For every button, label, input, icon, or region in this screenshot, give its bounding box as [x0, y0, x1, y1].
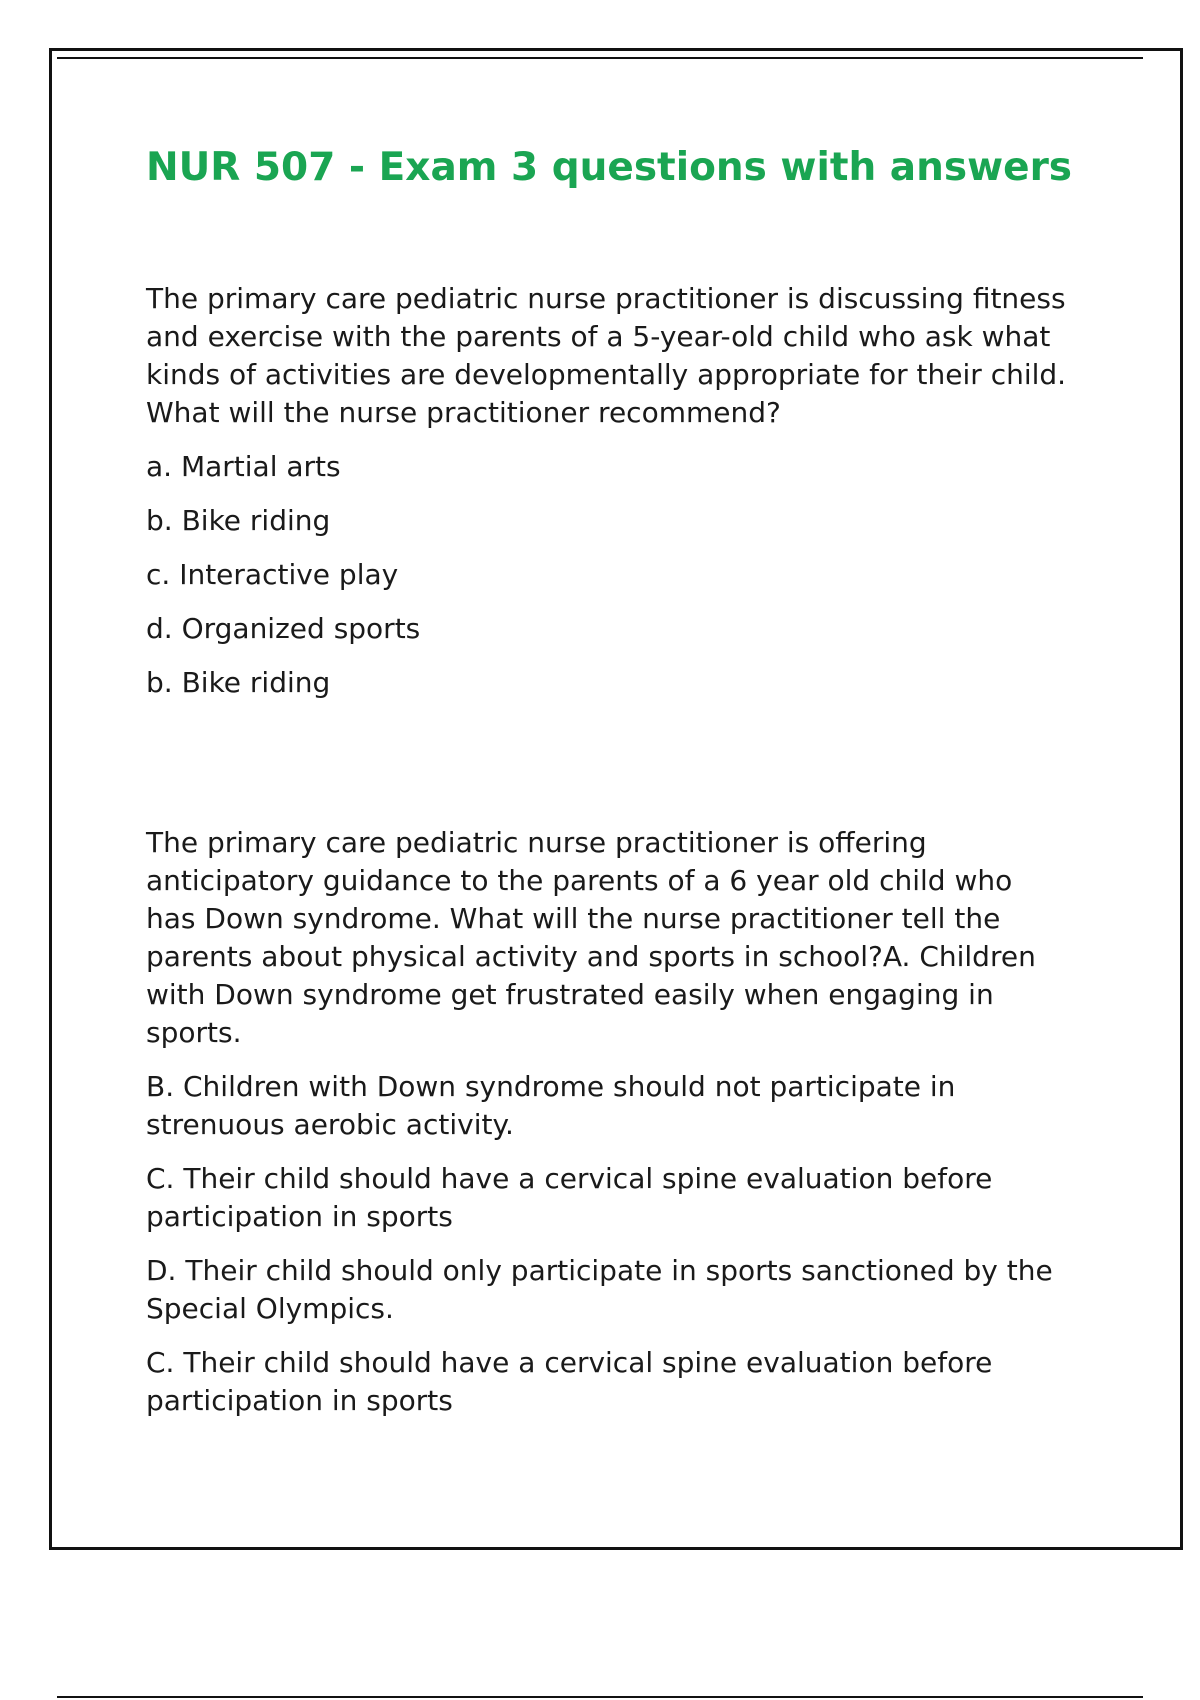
question-2 — [146, 824, 1096, 1420]
question-stem: The primary care pediatric nurse practitioner is offering anticipatory guidance to the parents of a 6 year old child who has Down syndrome. What will the nurse practitioner tell the parents about physical activity and sports in school?A. Children with Down syndrome get frustrated easily when engaging in sports. — [146, 826, 1036, 1049]
answer-option: a. Martial arts — [146, 450, 341, 483]
document-content — [146, 140, 1096, 1420]
answer-option: b. Bike riding — [146, 504, 331, 537]
document-title: NUR 507 - Exam 3 questions with answers — [146, 145, 1073, 190]
answer-option: B. Children with Down syndrome should not participate in strenuous aerobic activity. — [146, 1070, 956, 1141]
answer-option: c. Interactive play — [146, 558, 399, 591]
bottom-rule — [57, 1696, 1143, 1698]
question-1 — [146, 280, 1096, 702]
question-stem: The primary care pediatric nurse practitioner is discussing fitness and exercise with the parents of a 5-year-old child who ask what kinds of activities are developmentally appropriate for their child. What will the nurse practitioner recommend? — [146, 282, 1067, 429]
correct-answer: b. Bike riding — [146, 666, 331, 699]
correct-answer: C. Their child should have a cervical spine evaluation before participation in sports — [146, 1346, 993, 1417]
answer-option: C. Their child should have a cervical spine evaluation before participation in sports — [146, 1162, 993, 1233]
answer-option: d. Organized sports — [146, 612, 421, 645]
answer-option: D. Their child should only participate in sports sanctioned by the Special Olympics. — [146, 1254, 1053, 1325]
